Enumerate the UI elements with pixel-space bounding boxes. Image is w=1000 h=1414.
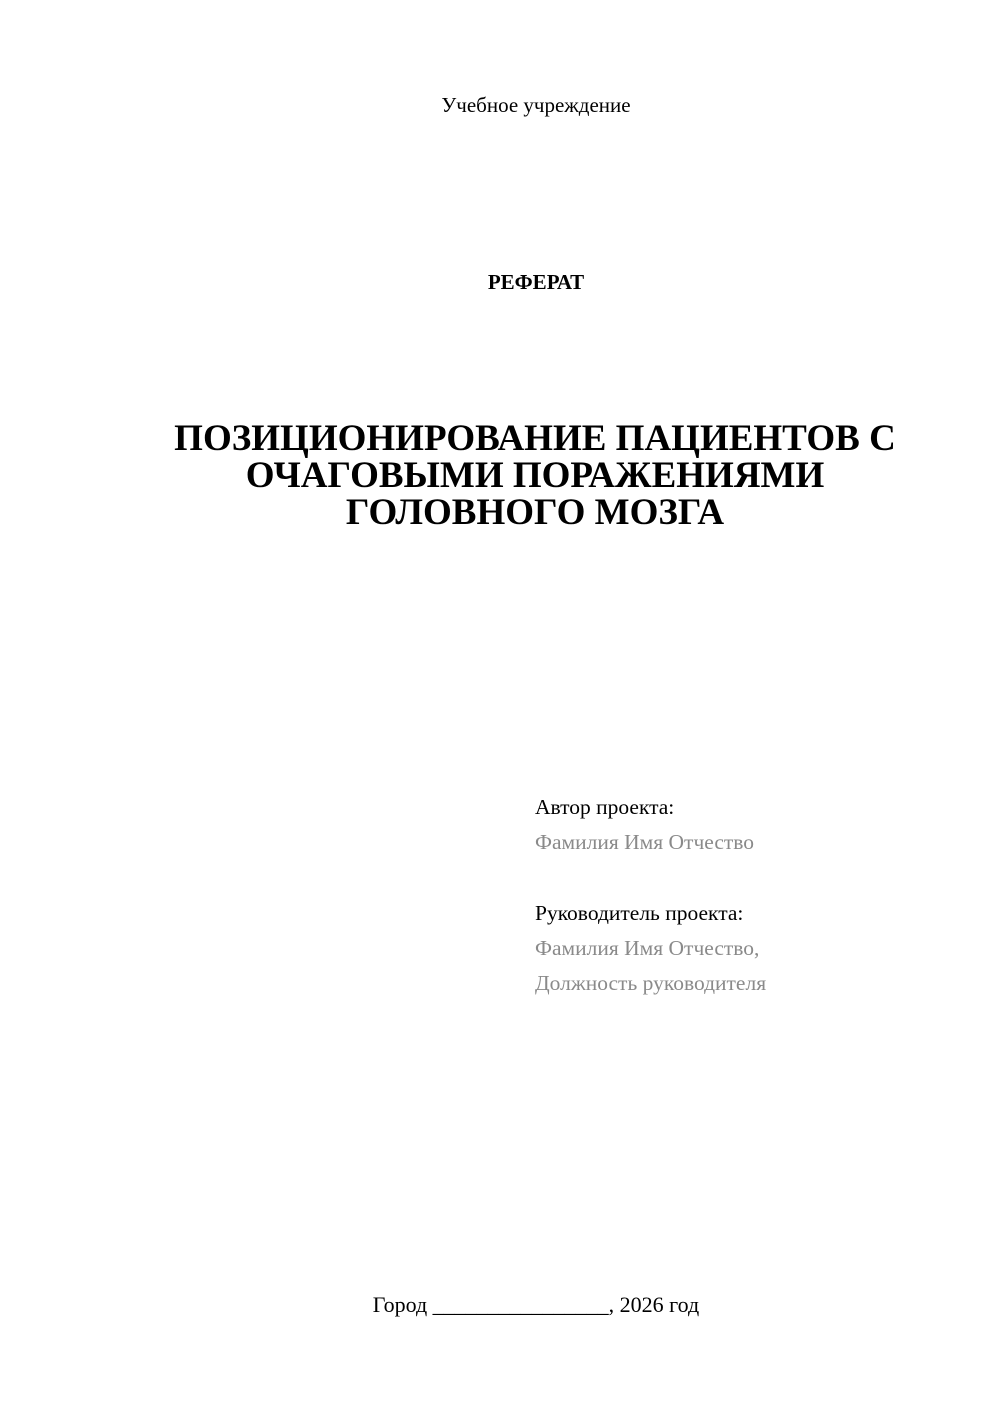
author-label: Автор проекта: bbox=[535, 795, 675, 819]
author-name-placeholder: Фамилия Имя Отчество bbox=[535, 830, 755, 854]
title-line-3: ГОЛОВНОГО МОЗГА bbox=[345, 492, 725, 533]
document-type-heading: РЕФЕРАТ bbox=[487, 270, 585, 294]
authors-block bbox=[535, 790, 955, 1001]
city-year-footer: Город ________________, 2026 год bbox=[372, 1292, 700, 1317]
supervisor-label: Руководитель проекта: bbox=[535, 901, 744, 925]
title-line-2: ОЧАГОВЫМИ ПОРАЖЕНИЯМИ bbox=[245, 455, 825, 496]
authors-spacer bbox=[535, 860, 955, 896]
institution-name: Учебное учреждение bbox=[441, 93, 631, 117]
supervisor-name-placeholder: Фамилия Имя Отчество, bbox=[535, 936, 760, 960]
title-line-1: ПОЗИЦИОНИРОВАНИЕ ПАЦИЕНТОВ С bbox=[174, 418, 896, 459]
document-title bbox=[150, 420, 920, 531]
supervisor-position-placeholder: Должность руководителя bbox=[535, 971, 767, 995]
